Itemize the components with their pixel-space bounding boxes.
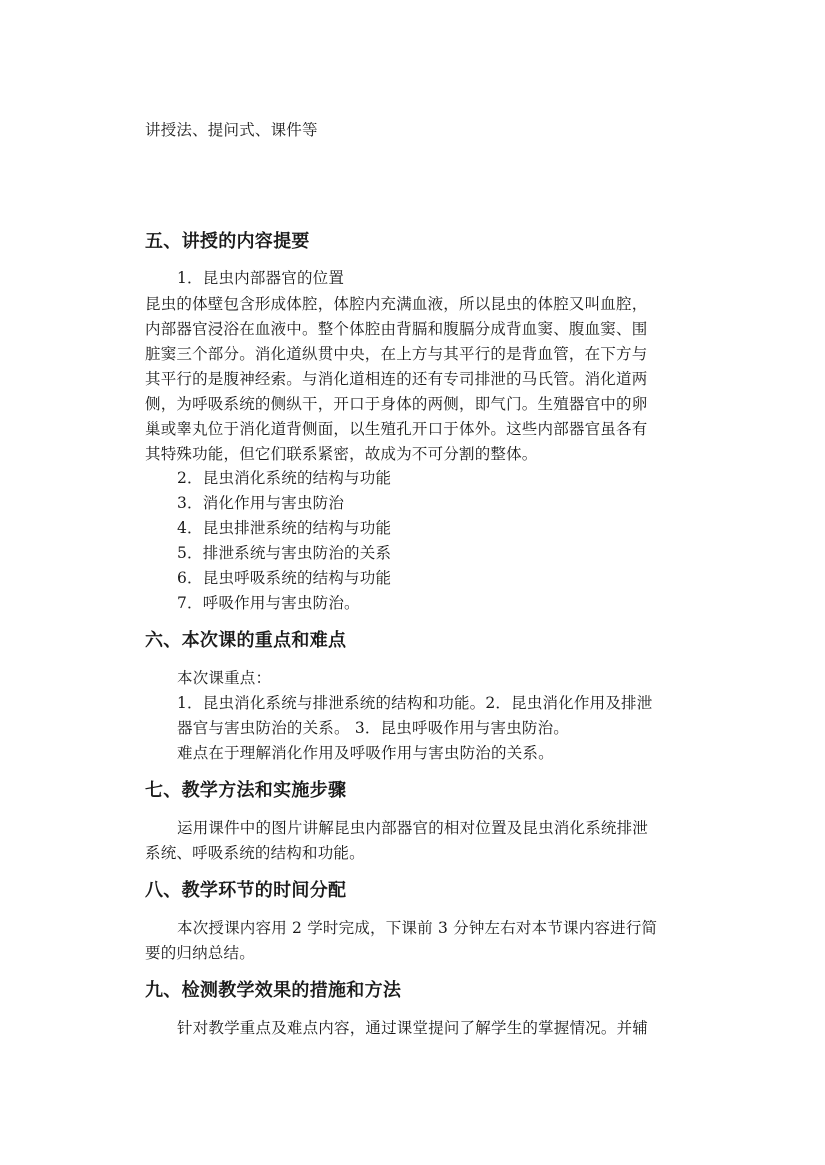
section-5-heading: 五、讲授的内容提要	[145, 231, 310, 252]
section-5-item-1: 1．昆虫内部器官的位置	[177, 269, 345, 287]
section-5-item: 7．呼吸作用与害虫防治。	[177, 594, 360, 612]
teaching-methods-text: 讲授法、提问式、课件等	[145, 121, 318, 139]
section-6-line: 1．昆虫消化系统与排泄系统的结构和功能。2．昆虫消化作用及排泄	[177, 694, 653, 712]
section-5-paragraph-line: 其特殊功能，但它们联系紧密，故成为不可分割的整体。	[145, 445, 538, 463]
section-5-item: 6．昆虫呼吸系统的结构与功能	[177, 569, 392, 587]
section-8-line: 本次授课内容用 2 学时完成，下课前 3 分钟左右对本节课内容进行简	[177, 919, 658, 937]
section-9-line: 针对教学重点及难点内容，通过课堂提问了解学生的掌握情况。并辅	[177, 1019, 649, 1037]
section-9-heading: 九、检测教学效果的措施和方法	[145, 980, 402, 1001]
section-5-paragraph-line: 其平行的是腹神经索。与消化道相连的还有专司排泄的马氏管。消化道两	[145, 370, 648, 388]
section-7-line: 运用课件中的图片讲解昆虫内部器官的相对位置及昆虫消化系统排泄	[177, 819, 649, 837]
section-7-line: 系统、呼吸系统的结构和功能。	[145, 844, 365, 862]
section-6-line: 难点在于理解消化作用及呼吸作用与害虫防治的关系。	[177, 744, 554, 762]
section-8-heading: 八、教学环节的时间分配	[145, 880, 347, 901]
section-6-line: 器官与害虫防治的关系。 3．昆虫呼吸作用与害虫防治。	[177, 719, 569, 737]
section-5-item: 3．消化作用与害虫防治	[177, 494, 345, 512]
section-8-line: 要的归纳总结。	[145, 944, 255, 962]
section-5-item: 2．昆虫消化系统的结构与功能	[177, 469, 392, 487]
section-7-heading: 七、教学方法和实施步骤	[145, 780, 347, 801]
section-5-paragraph-line: 侧，为呼吸系统的侧纵干，开口于身体的两侧，即气门。生殖器官中的卵	[145, 395, 648, 413]
section-5-paragraph-line: 脏窦三个部分。消化道纵贯中央，在上方与其平行的是背血管，在下方与	[145, 345, 648, 363]
section-5-paragraph-line: 巢或睾丸位于消化道背侧面，以生殖孔开口于体外。这些内部器官虽各有	[145, 420, 648, 438]
section-6-line: 本次课重点：	[177, 669, 272, 687]
section-5-item: 5．排泄系统与害虫防治的关系	[177, 544, 392, 562]
section-6-heading: 六、本次课的重点和难点	[145, 630, 347, 651]
section-5-paragraph-line: 内部器官浸浴在血液中。整个体腔由背膈和腹膈分成背血窦、腹血窦、围	[145, 320, 648, 338]
section-5-item: 4．昆虫排泄系统的结构与功能	[177, 519, 392, 537]
section-5-paragraph-line: 昆虫的体壁包含形成体腔，体腔内充满血液，所以昆虫的体腔又叫血腔，	[145, 295, 648, 313]
